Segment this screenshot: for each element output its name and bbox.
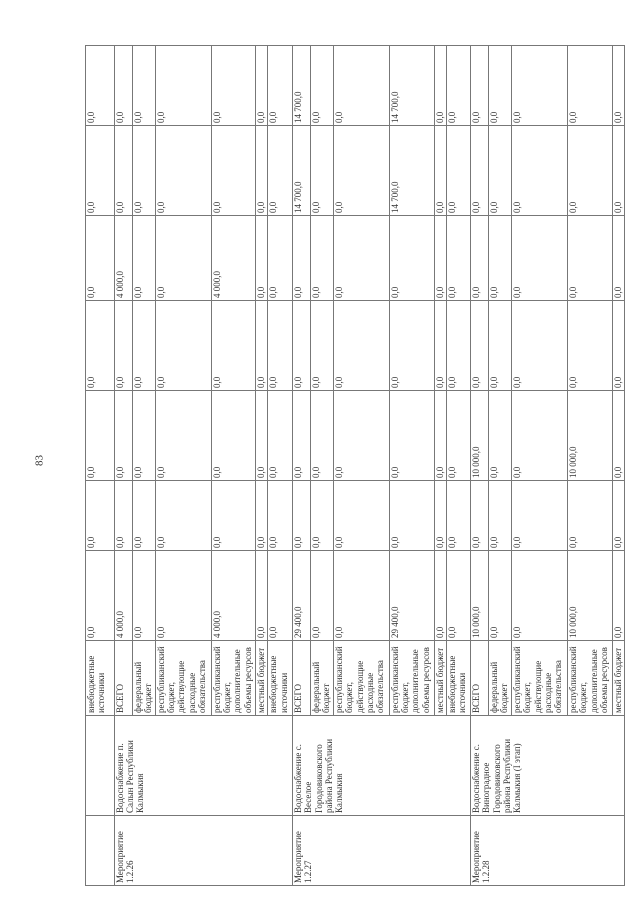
amount-cell: 0,0: [310, 481, 333, 551]
amount-cell: 0,0: [434, 46, 446, 126]
amount-cell: 0,0: [268, 46, 292, 126]
amount-cell: 0,0: [155, 46, 211, 126]
amount-cell: 0,0: [256, 481, 268, 551]
amount-cell: 0,0: [567, 126, 612, 216]
amount-cell: 0,0: [446, 46, 470, 126]
amount-cell: 0,0: [512, 391, 568, 481]
amount-cell: 10 000,0: [567, 551, 612, 641]
amount-cell: 0,0: [256, 391, 268, 481]
amount-cell: 0,0: [132, 481, 155, 551]
amount-cell: 0,0: [612, 126, 624, 216]
amount-cell: 0,0: [86, 481, 115, 551]
amount-cell: 0,0: [446, 301, 470, 391]
amount-cell: 4 000,0: [114, 551, 132, 641]
amount-cell: 0,0: [132, 126, 155, 216]
amount-cell: 14 700,0: [389, 46, 434, 126]
amount-cell: 0,0: [211, 301, 256, 391]
amount-cell: 0,0: [489, 551, 512, 641]
amount-cell: 0,0: [310, 391, 333, 481]
amount-cell: 0,0: [114, 481, 132, 551]
table-row: [86, 46, 115, 886]
amount-cell: 0,0: [434, 216, 446, 301]
amount-cell: 0,0: [268, 301, 292, 391]
event-cell: Мероприятие 1.2.26: [114, 816, 292, 886]
amount-cell: 0,0: [333, 126, 389, 216]
amount-cell: 0,0: [612, 551, 624, 641]
amount-cell: 0,0: [211, 481, 256, 551]
amount-cell: 0,0: [389, 301, 434, 391]
funding-source: республиканский бюджет, действующие расходные обязательства: [333, 641, 389, 716]
amount-cell: 0,0: [471, 301, 489, 391]
amount-cell: 0,0: [310, 551, 333, 641]
amount-cell: 0,0: [489, 301, 512, 391]
amount-cell: 0,0: [86, 301, 115, 391]
amount-cell: 10 000,0: [471, 551, 489, 641]
amount-cell: 0,0: [310, 46, 333, 126]
event-cell: Мероприятие 1.2.27: [292, 816, 470, 886]
amount-cell: 0,0: [333, 46, 389, 126]
amount-cell: 0,0: [446, 551, 470, 641]
amount-cell: 0,0: [86, 216, 115, 301]
amount-cell: 0,0: [155, 551, 211, 641]
funding-source: внебюджетные источники: [446, 641, 470, 716]
amount-cell: 10 000,0: [567, 391, 612, 481]
event-cell: Мероприятие 1.2.28: [471, 816, 625, 886]
funding-source: местный бюджет: [434, 641, 446, 716]
amount-cell: 0,0: [292, 301, 310, 391]
amount-cell: 0,0: [333, 391, 389, 481]
amount-cell: 0,0: [489, 46, 512, 126]
amount-cell: 0,0: [155, 126, 211, 216]
funding-source: местный бюджет: [612, 641, 624, 716]
amount-cell: 0,0: [132, 301, 155, 391]
amount-cell: 0,0: [612, 216, 624, 301]
amount-cell: 0,0: [446, 126, 470, 216]
funding-source: ВСЕГО: [471, 641, 489, 716]
amount-cell: 0,0: [256, 551, 268, 641]
amount-cell: 0,0: [256, 46, 268, 126]
amount-cell: 4 000,0: [211, 216, 256, 301]
empty-cell: [86, 716, 115, 816]
amount-cell: 0,0: [512, 126, 568, 216]
funding-source: ВСЕГО: [114, 641, 132, 716]
amount-cell: 0,0: [333, 551, 389, 641]
amount-cell: 0,0: [155, 391, 211, 481]
amount-cell: 0,0: [256, 301, 268, 391]
funding-source: республиканский бюджет, дополнительные объемы ресурсов: [211, 641, 256, 716]
amount-cell: 0,0: [389, 481, 434, 551]
amount-cell: 0,0: [471, 126, 489, 216]
amount-cell: 0,0: [434, 301, 446, 391]
amount-cell: 0,0: [211, 46, 256, 126]
amount-cell: 0,0: [446, 391, 470, 481]
amount-cell: 0,0: [512, 46, 568, 126]
page-number: 83: [33, 455, 46, 466]
rotated-table-container: [85, 46, 625, 886]
amount-cell: 0,0: [155, 481, 211, 551]
amount-cell: 0,0: [256, 216, 268, 301]
amount-cell: 0,0: [114, 46, 132, 126]
amount-cell: 0,0: [155, 216, 211, 301]
amount-cell: 0,0: [114, 301, 132, 391]
amount-cell: 0,0: [489, 481, 512, 551]
empty-cell: [86, 816, 115, 886]
table-row: [471, 46, 489, 886]
amount-cell: 0,0: [567, 481, 612, 551]
funding-source: внебюджетные источники: [268, 641, 292, 716]
amount-cell: 0,0: [567, 301, 612, 391]
amount-cell: 0,0: [512, 301, 568, 391]
amount-cell: 0,0: [333, 216, 389, 301]
amount-cell: 0,0: [612, 46, 624, 126]
amount-cell: 0,0: [292, 216, 310, 301]
amount-cell: 0,0: [86, 126, 115, 216]
object-cell: Водоснабжение с. Веселое Городовиковского района Республики Калмыкия: [292, 716, 470, 816]
amount-cell: 0,0: [86, 391, 115, 481]
amount-cell: 14 700,0: [389, 126, 434, 216]
amount-cell: 0,0: [268, 126, 292, 216]
amount-cell: 0,0: [389, 391, 434, 481]
amount-cell: 0,0: [333, 481, 389, 551]
amount-cell: 0,0: [612, 391, 624, 481]
amount-cell: 0,0: [434, 391, 446, 481]
amount-cell: 0,0: [489, 126, 512, 216]
amount-cell: 0,0: [512, 216, 568, 301]
object-cell: Водоснабжение п. Салын Республики Калмыкия: [114, 716, 292, 816]
funding-source: местный бюджет: [256, 641, 268, 716]
amount-cell: 0,0: [567, 216, 612, 301]
amount-cell: 0,0: [512, 551, 568, 641]
amount-cell: 0,0: [132, 391, 155, 481]
amount-cell: 0,0: [114, 126, 132, 216]
amount-cell: 0,0: [434, 551, 446, 641]
amount-cell: 4 000,0: [114, 216, 132, 301]
amount-cell: 0,0: [211, 391, 256, 481]
amount-cell: 0,0: [114, 391, 132, 481]
funding-source: республиканский бюджет, дополнительные объемы ресурсов: [567, 641, 612, 716]
amount-cell: 0,0: [268, 481, 292, 551]
amount-cell: 0,0: [333, 301, 389, 391]
funding-source: ВСЕГО: [292, 641, 310, 716]
amount-cell: 4 000,0: [211, 551, 256, 641]
amount-cell: 0,0: [310, 216, 333, 301]
amount-cell: 0,0: [612, 481, 624, 551]
amount-cell: 29 400,0: [389, 551, 434, 641]
amount-cell: 0,0: [471, 481, 489, 551]
amount-cell: 0,0: [132, 551, 155, 641]
amount-cell: 0,0: [292, 481, 310, 551]
funding-source: республиканский бюджет, действующие расходные обязательства: [155, 641, 211, 716]
amount-cell: 0,0: [612, 301, 624, 391]
amount-cell: 0,0: [256, 126, 268, 216]
amount-cell: 0,0: [292, 391, 310, 481]
amount-cell: 14 700,0: [292, 46, 310, 126]
amount-cell: 29 400,0: [292, 551, 310, 641]
budget-table: [85, 45, 625, 886]
amount-cell: 0,0: [155, 301, 211, 391]
funding-source: федеральный бюджет: [489, 641, 512, 716]
amount-cell: 0,0: [268, 216, 292, 301]
amount-cell: 0,0: [489, 391, 512, 481]
amount-cell: 0,0: [86, 551, 115, 641]
amount-cell: 0,0: [310, 126, 333, 216]
funding-source: внебюджетные источники: [86, 641, 115, 716]
amount-cell: 14 700,0: [292, 126, 310, 216]
amount-cell: 0,0: [446, 481, 470, 551]
amount-cell: 0,0: [268, 391, 292, 481]
amount-cell: 0,0: [434, 126, 446, 216]
funding-source: федеральный бюджет: [310, 641, 333, 716]
funding-source: федеральный бюджет: [132, 641, 155, 716]
amount-cell: 0,0: [567, 46, 612, 126]
amount-cell: 0,0: [471, 216, 489, 301]
table-row: [292, 46, 310, 886]
amount-cell: 0,0: [434, 481, 446, 551]
funding-source: республиканский бюджет, действующие расходные обязательства: [512, 641, 568, 716]
object-cell: Водоснабжение с. Виноградное Городовиковского района Республики Калмыкия (I этап): [471, 716, 625, 816]
amount-cell: 0,0: [471, 46, 489, 126]
funding-source: республиканский бюджет, дополнительные объемы ресурсов: [389, 641, 434, 716]
amount-cell: 0,0: [268, 551, 292, 641]
amount-cell: 0,0: [512, 481, 568, 551]
amount-cell: 10 000,0: [471, 391, 489, 481]
amount-cell: 0,0: [132, 216, 155, 301]
amount-cell: 0,0: [310, 301, 333, 391]
amount-cell: 0,0: [132, 46, 155, 126]
amount-cell: 0,0: [211, 126, 256, 216]
amount-cell: 0,0: [446, 216, 470, 301]
amount-cell: 0,0: [489, 216, 512, 301]
amount-cell: 0,0: [86, 46, 115, 126]
amount-cell: 0,0: [389, 216, 434, 301]
table-row: [114, 46, 132, 886]
